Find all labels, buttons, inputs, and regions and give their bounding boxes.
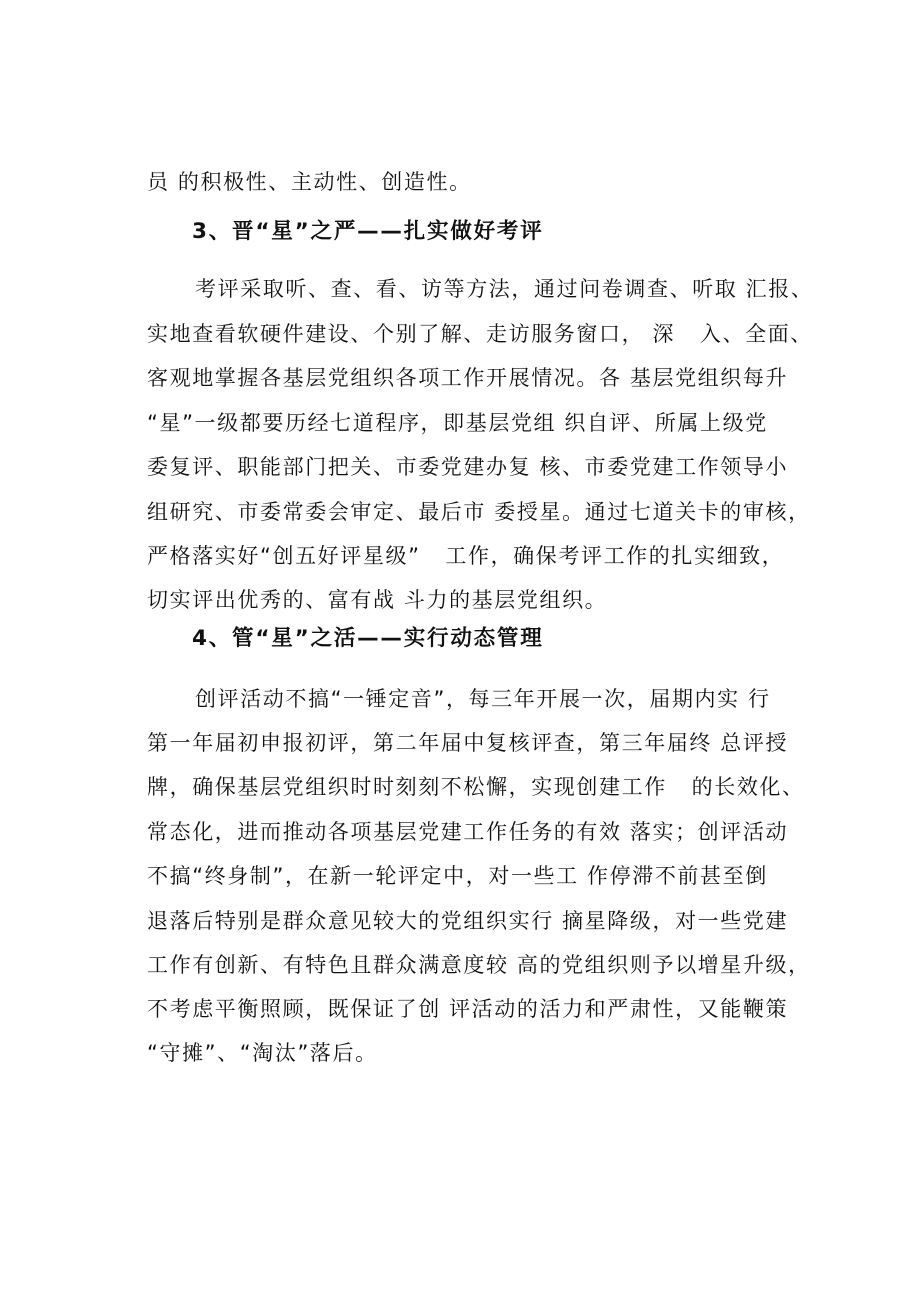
paragraph-tail: 员 的积极性、主动性、创造性。	[147, 170, 472, 194]
section-3-line-8: 切实评出优秀的、富有战 斗力的基层党组织。	[147, 588, 608, 612]
section-3-line-5: 委复评、职能部门把关、市委党建办复 核、市委党建工作领导小	[147, 455, 789, 479]
section-3-line-4: “星”一级都要历经七道程序，即基层党组 织自评、所属上级党	[147, 411, 768, 435]
section-3-line-1: 考评采取听、查、看、访等方法，通过问卷调查、听取 汇报、	[195, 277, 814, 301]
section-4-line-7: 工作有创新、有特色且群众满意度较 高的党组织则予以增星升级，	[147, 953, 811, 977]
section-3-line-6: 组研究、市委常委会审定、最后市 委授星。通过七道关卡的审核，	[147, 500, 811, 524]
section-4-line-9: “守摊”、“淘汰”落后。	[147, 1041, 378, 1065]
section-3-line-3: 客观地掌握各基层党组织各项工作开展情况。各 基层党组织每升	[147, 366, 789, 390]
section-4-line-4: 常态化，进而推动各项基层党建工作任务的有效 落实；创评活动	[147, 820, 789, 844]
section-4-line-1: 创评活动不搞“一锤定音”，每三年开展一次，届期内实 行	[195, 687, 771, 711]
section-4-line-8: 不考虑平衡照顾，既保证了创 评活动的活力和严肃性，又能鞭策	[147, 997, 789, 1021]
section-4-line-6: 退落后特别是群众意见较大的党组织实行 摘星降级，对一些党建	[147, 909, 789, 933]
section-4-heading: 4、管“星”之活——实行动态管理	[192, 626, 544, 651]
section-4-line-5: 不搞“终身制”，在新一轮评定中，对一些工 作停滞不前甚至倒	[147, 864, 768, 888]
section-3-line-2: 实地查看软硬件建设、个别了解、走访服务窗口， 深 入、全面、	[147, 322, 813, 346]
section-3-line-7: 严格落实好“创五好评星级” 工作，确保考评工作的扎实细致，	[147, 544, 785, 568]
section-4-line-3: 牌，确保基层党组织时时刻刻不松懈，实现创建工作 的长效化、	[147, 775, 805, 799]
section-4-line-2: 第一年届初申报初评，第二年届中复核评查，第三年届终 总评授	[147, 731, 789, 755]
section-3-heading: 3、晋“星”之严——扎实做好考评	[192, 219, 544, 244]
